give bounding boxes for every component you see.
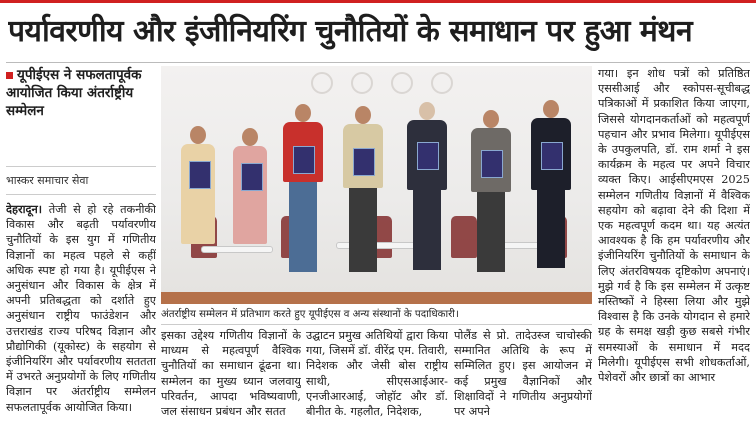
event-photo: [161, 66, 592, 304]
subhead-divider: [6, 166, 156, 167]
book-icon: [189, 161, 211, 189]
book-icon: [417, 142, 439, 170]
subheadline-text: यूपीईएस ने सफलतापूर्वक आयोजित किया अंतर्राष्ट्रीय सम्मेलन: [6, 67, 142, 119]
dateline-divider: [6, 194, 156, 195]
headline-divider: [6, 62, 750, 63]
book-icon: [541, 142, 563, 170]
headline: पर्यावरणीय और इंजीनियरिंग चुनौतियों के समाधान पर हुआ मंथन: [8, 14, 693, 49]
backdrop-logos: [311, 72, 491, 92]
book-icon: [481, 150, 503, 178]
subheadline: [6, 66, 154, 154]
article-column-2: इसका उद्देश्य गणितीय विज्ञानों के माध्यम से महत्वपूर्ण वैश्विक चुनौतियों का समाधान ढूंढना था। सम्मेलन का मुख्य ध्यान जलवायु परिवर्तन, आपदा भविष्यवाणी, जल संसाधन प्रबंधन और सतत: [161, 329, 301, 419]
article-column-1: [6, 202, 156, 425]
masthead-rule: [0, 0, 756, 3]
bullet-icon: [6, 72, 13, 79]
book-icon: [241, 163, 263, 191]
article-column-5: गया। इन शोध पत्रों को प्रतिष्ठित एससीआई और स्कोपस-सूचीबद्ध पत्रिकाओं में प्रकाशित किया जाएगा, जिससे योगदानकर्ताओं को महत्वपूर्ण पहचान और प्रभाव मिलेगा। यूपीईएस के उपकुलपति, डॉ. राम शर्मा ने इस कार्यक्रम के महत्व पर अपने विचार व्यक्त किए। आईसीएमएस 2025 सम्मेलन गणितीय विज्ञानों में वैश्विक सहयोग को बढ़ावा देने की दिशा में एक महत्वपूर्ण कदम था। यह अत्यंत आवश्यक है कि हम पर्यावरणीय और इंजीनियरिंग चुनौतियों के समाधान के लिए अंतरविषयक दृष्टिकोण अपनाएं। मुझे गर्व है कि इस सम्मेलन में उत्कृष्ट मस्तिष्कों ने हिस्सा लिया और मुझे विश्वास है कि उनके योगदान से हमारे ग्रह के समक्ष खड़ी कुछ सबसे गंभीर समस्याओं के समाधान में मदद मिलेगी। यूपीईएस सभी शोधकर्ताओं, पेशेवरों और छात्रों का आभार: [598, 67, 750, 385]
dateline-place: देहरादून।: [6, 202, 43, 216]
article-column-4: पोलैंड से प्रो. तादेउस्ज चाचोस्की सम्मानित अतिथि के रूप में सम्मिलित हुए। इस आयोजन में कई प्रमुख वैज्ञानिकों और शिक्षाविदों ने गणितीय अनुप्रयोगों पर अपने: [454, 329, 592, 419]
column-1-text: तेजी से हो रहे तकनीकी विकास और बढ़ती पर्यावरणीय चुनौतियों के इस युग में गणितीय विज्ञानों का महत्व पहले से कहीं अधिक स्पष्ट हो गया है। यूपीईएस ने अनुसंधान और विकास के क्षेत्र में अपनी प्रतिबद्धता को दर्शाते हुए अनुसंधान राष्ट्रीय फाउंडेशन और उत्तराखंड राज्य परिषद विज्ञान और प्रौद्योगिकी (यूकोस्ट) के सहयोग से इंजीनियरिंग और पर्यावरणीय सततता में उभरते अनुप्रयोगों के लिए गणितीय विज्ञान पर अंतर्राष्ट्रीय सम्मेलन सफलतापूर्वक आयोजित किया।: [6, 203, 156, 414]
dateline: भास्कर समाचार सेवा: [6, 174, 89, 187]
book-icon: [293, 146, 315, 174]
stage-floor: [161, 292, 592, 304]
book-icon: [353, 148, 375, 176]
photo-caption: अंतर्राष्ट्रीय सम्मेलन में प्रतिभाग करते हुए यूपीईएस व अन्य संस्थानों के पदाधिकारी।: [161, 306, 592, 325]
article-column-3: उद्घाटन प्रमुख अतिथियों द्वारा किया गया, जिसमें डॉ. वीरेंद्र एम. तिवारी, निदेशक और जेसी बोस राष्ट्रीय साथी, सीएसआईआर-एनजीआरआई, जोहॉट और डॉ. बीनीत के. गहलौत, निदेशक,: [306, 329, 448, 419]
